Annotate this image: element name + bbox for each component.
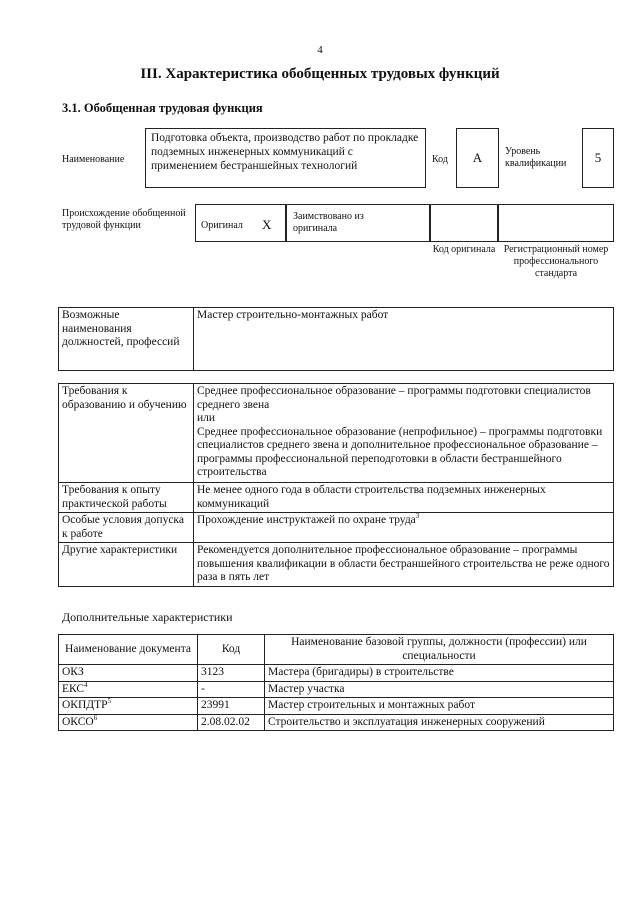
table-row — [59, 698, 614, 715]
subsection-title: 3.1. Обобщенная трудовая функция — [62, 101, 263, 115]
education-label: Требования к образованию и обучению — [59, 384, 194, 483]
code-label: Код — [432, 154, 448, 165]
table-row — [59, 483, 614, 513]
row-name: Мастер участка — [265, 681, 614, 698]
table-row — [59, 665, 614, 682]
doc-footnote: 6 — [93, 713, 98, 722]
code-original-caption: Код оригинала — [432, 244, 496, 255]
table-row — [59, 384, 614, 483]
reg-number-box — [498, 204, 614, 242]
education-line: Среднее профессиональное образование (непрофильное) – программы подготовки специалистов среднего звена и дополнительное профессиональное образование – программы профессиональной переподготовки в области бестраншейного строительства — [197, 425, 603, 478]
table-row — [59, 543, 614, 587]
additional-table — [58, 634, 614, 731]
page-number: 4 — [317, 44, 323, 56]
experience-label: Требования к опыту практической работы — [59, 483, 194, 513]
positions-value: Мастер строительно-монтажных работ — [194, 308, 614, 371]
header-document: Наименование документа — [59, 635, 198, 665]
row-name: Строительство и эксплуатация инженерных сооружений — [265, 714, 614, 731]
code-box — [456, 128, 499, 188]
row-doc — [59, 665, 198, 682]
table-header-row — [59, 635, 614, 665]
admission-text: Прохождение инструктажей по охране труда — [197, 514, 416, 526]
requirements-table — [58, 383, 614, 587]
table-row — [59, 714, 614, 731]
row-code: 3123 — [198, 665, 265, 682]
footnote-mark: 3 — [415, 512, 420, 521]
code-original-box — [430, 204, 498, 242]
doc-footnote: 5 — [107, 697, 112, 706]
original-mark: Х — [262, 217, 272, 232]
doc-name: ОКЗ — [62, 666, 84, 678]
level-label: Уровень квалификации — [505, 146, 567, 169]
section-title: III. Характеристика обобщенных трудовых функций — [140, 66, 500, 82]
table-row — [59, 308, 614, 371]
doc-name: ОКПДТР — [62, 699, 108, 711]
name-label: Наименование — [62, 154, 125, 165]
doc-footnote: 4 — [84, 680, 88, 689]
doc-name: ЕКС — [62, 682, 85, 695]
other-label: Другие характеристики — [59, 543, 194, 587]
admission-value — [194, 513, 614, 543]
education-line: Среднее профессиональное образование – программы подготовки специалистов среднего звена — [197, 385, 591, 411]
education-value — [194, 384, 614, 483]
row-code: 2.08.02.02 — [198, 714, 265, 731]
education-line: или — [197, 412, 216, 424]
row-doc — [59, 681, 198, 698]
row-name: Мастер строительных и монтажных работ — [265, 698, 614, 715]
positions-table — [58, 307, 614, 371]
positions-label: Возможные наименования должностей, профессий — [59, 308, 194, 371]
other-value: Рекомендуется дополнительное профессиональное образование – программы повышения квалификации в области бестраншейного строительства не реже одного раза в пять лет — [194, 543, 614, 587]
row-code: 23991 — [198, 698, 265, 715]
level-value: 5 — [594, 150, 602, 165]
reg-number-caption: Регистрационный номер профессионального стандарта — [503, 244, 609, 279]
code-value: А — [472, 150, 483, 165]
borrowed-label: Заимствовано из оригинала — [293, 211, 364, 234]
experience-value: Не менее одного года в области строительства подземных инженерных коммуникаций — [194, 483, 614, 513]
row-name: Мастера (бригадиры) в строительстве — [265, 665, 614, 682]
level-box — [582, 128, 614, 188]
name-value: Подготовка объекта, производство работ по прокладке подземных инженерных коммуникаций с применением бестраншейных технологий — [151, 132, 419, 172]
original-label: Оригинал — [201, 220, 243, 231]
row-doc — [59, 714, 198, 731]
admission-label: Особые условия допуска к работе — [59, 513, 194, 543]
header-code: Код — [198, 635, 265, 665]
header-name: Наименование базовой группы, должности (профессии) или специальности — [265, 635, 614, 665]
name-box — [145, 128, 426, 188]
original-box — [195, 204, 286, 242]
doc-name: ОКСО — [62, 715, 94, 728]
additional-title: Дополнительные характеристики — [62, 610, 233, 624]
origin-label: Происхождение обобщенной трудовой функции — [62, 208, 186, 231]
table-row — [59, 513, 614, 543]
borrowed-box — [286, 204, 430, 242]
row-code: - — [198, 681, 265, 698]
table-row — [59, 681, 614, 698]
row-doc — [59, 698, 198, 715]
